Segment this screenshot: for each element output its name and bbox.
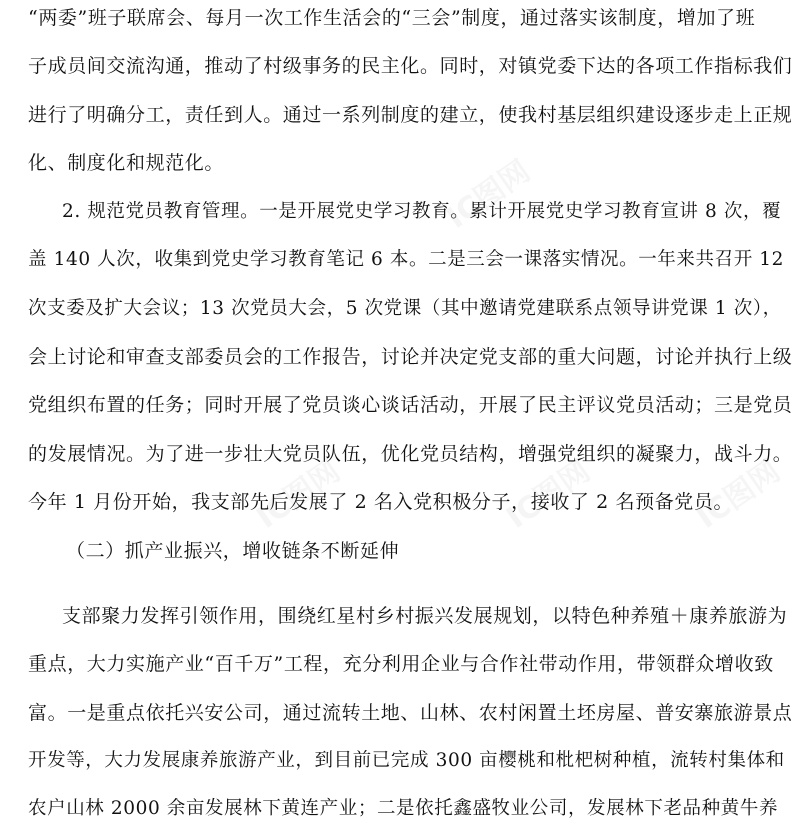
paragraph-line: 盖 140 人次，收集到党史学习教育笔记 6 本。二是三会一课落实情况。一年来共召开 12 <box>28 249 785 270</box>
paragraph-line: 2. 规范党员教育管理。一是开展党史学习教育。累计开展党史学习教育宣讲 8 次，覆 <box>62 201 782 222</box>
paragraph-line: 进行了明确分工，责任到人。通过一系列制度的建立，使我村基层组织建设逐步走上正规 <box>28 104 793 126</box>
paragraph-line: 支部聚力发挥引领作用，围绕红星村乡村振兴发展规划，以特色种养殖＋康养旅游为 <box>62 605 788 627</box>
paragraph-line: 今年 1 月份开始，我支部先后发展了 2 名入党积极分子，接收了 2 名预备党员。 <box>28 491 734 513</box>
watermark: IC图网 <box>250 453 347 536</box>
paragraph-line: 次支委及扩大会议；13 次党员大会，5 次党课（其中邀请党建联系点领导讲党课 1 次）， <box>28 298 782 319</box>
paragraph-line: “两委”班子联席会、每月一次工作生活会的“三会”制度，通过落实该制度，增加了班 <box>28 7 756 29</box>
paragraph-line: 富。一是重点依托兴安公司，通过流转土地、山林、农村闲置土坯房屋、普安寨旅游景点 <box>28 702 793 724</box>
paragraph-line: 开发等，大力发展康养旅游产业，到目前已完成 300 亩樱桃和枇杷树种植，流转村集体和 <box>28 750 785 771</box>
watermark: IC图网 <box>500 453 597 536</box>
paragraph-line: 的发展情况。为了进一步壮大党员队伍，优化党员结构，增强党组织的凝聚力，战斗力。 <box>28 443 793 465</box>
paragraph-line: 党组织布置的任务；同时开展了党员谈心谈话活动，开展了民主评议党员活动；三是党员 <box>28 394 793 416</box>
paragraph-line: 农户山林 2000 余亩发展林下黄连产业；二是依托鑫盛牧业公司，发展林下老品种黄牛养 <box>28 798 779 819</box>
section-heading: （二）抓产业振兴，增收链条不断延伸 <box>66 540 400 562</box>
paragraph-line: 化、制度化和规范化。 <box>28 152 225 174</box>
watermark: IC图网 <box>440 153 537 236</box>
watermark: IC图网 <box>690 453 787 536</box>
paragraph-line: 子成员间交流沟通，推动了村级事务的民主化。同时，对镇党委下达的各项工作指标我们 <box>28 55 793 77</box>
paragraph-line: 会上讨论和审查支部委员会的工作报告，讨论并决定党支部的重大问题，讨论并执行上级 <box>28 346 793 368</box>
paragraph-line: 重点，大力实施产业“百千万”工程，充分利用企业与合作社带动作用，带领群众增收致 <box>28 653 774 675</box>
